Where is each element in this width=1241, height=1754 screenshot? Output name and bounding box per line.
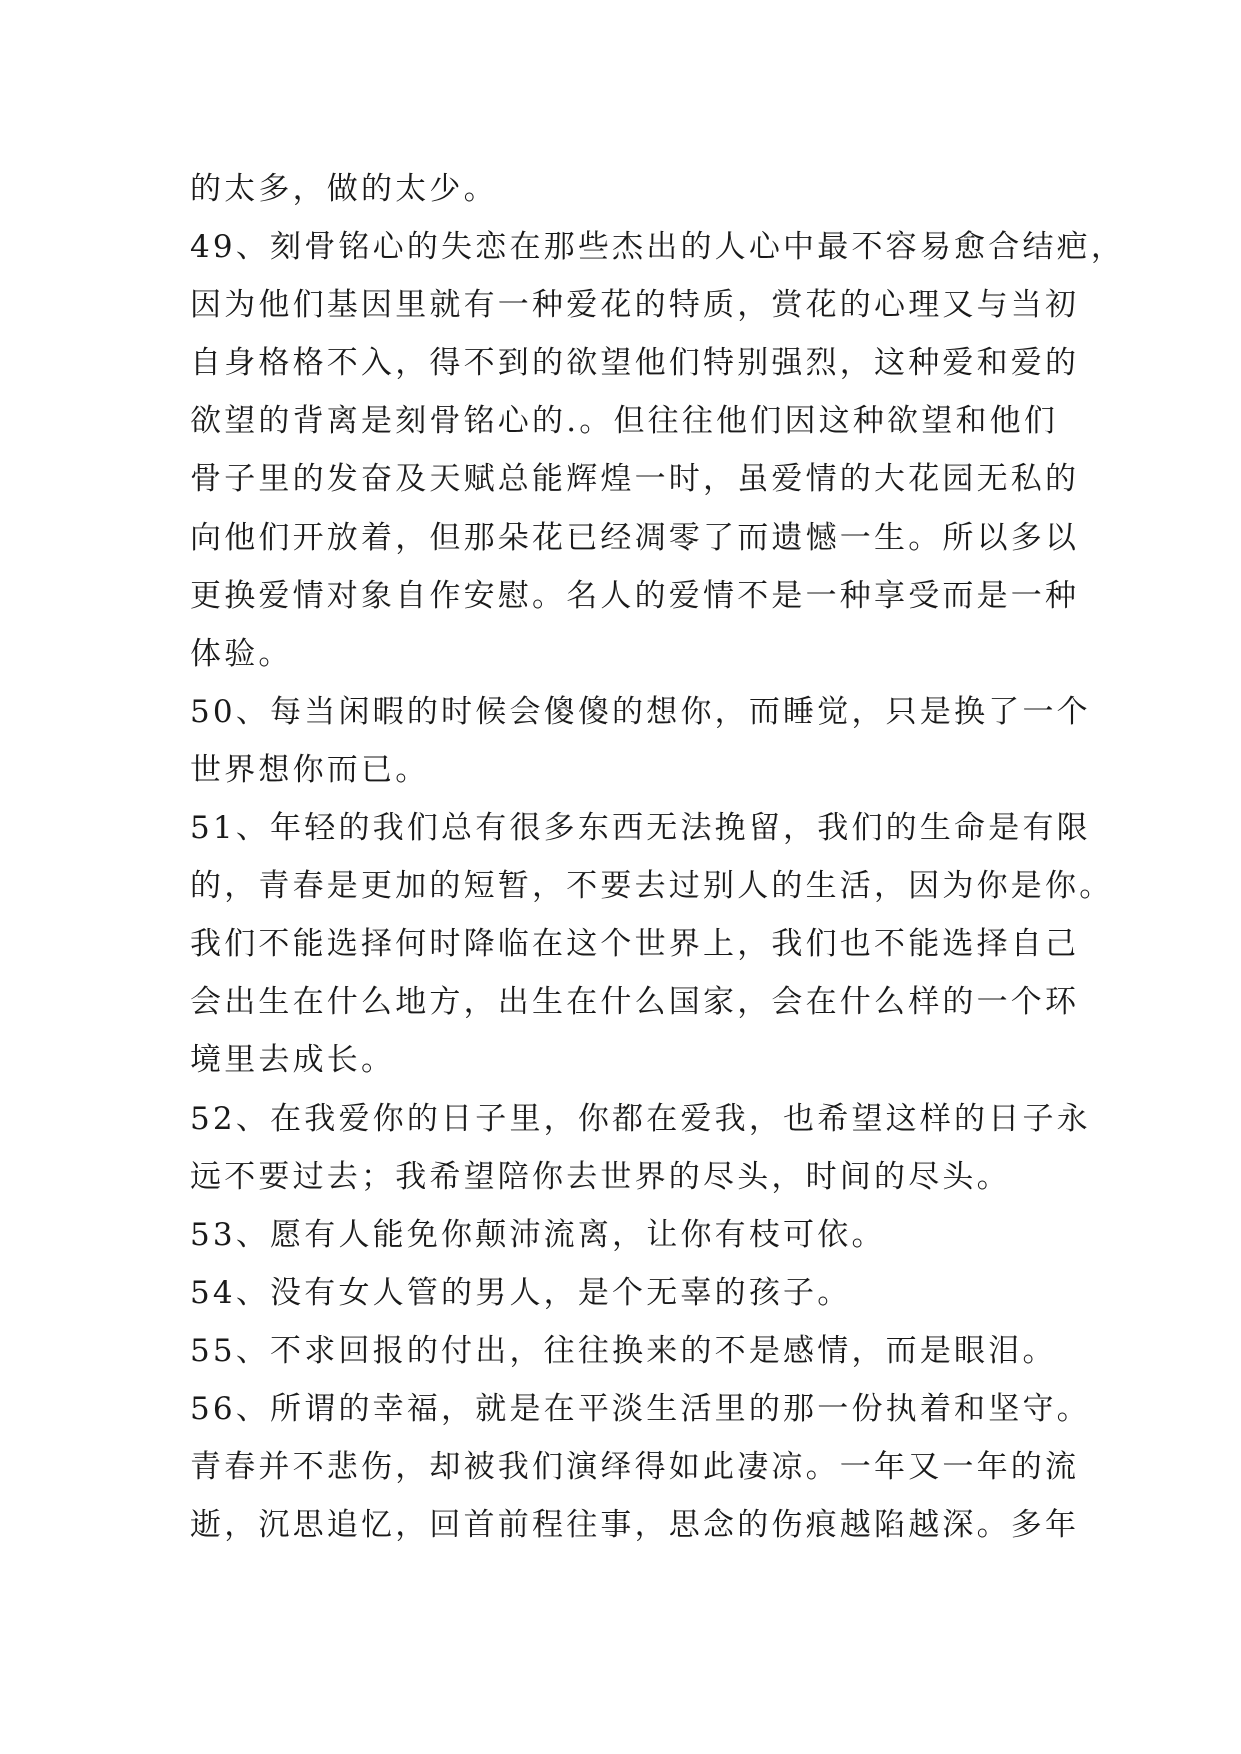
body-text	[190, 160, 1126, 1554]
text-line: 青春并不悲伤，却被我们演绎得如此凄凉。一年又一年的流	[190, 1449, 1080, 1486]
text-line: 53、愿有人能免你颠沛流离，让你有枝可依。	[190, 1216, 886, 1253]
text-line: 49、刻骨铭心的失恋在那些杰出的人心中最不容易愈合结疤，	[190, 229, 1126, 266]
text-line: 欲望的背离是刻骨铭心的.。但往往他们因这种欲望和他们	[190, 403, 1059, 440]
text-line: 51、年轻的我们总有很多东西无法挽留，我们的生命是有限	[190, 810, 1091, 847]
text-line: 逝，沉思追忆，回首前程往事，思念的伤痕越陷越深。多年	[190, 1507, 1080, 1544]
text-line: 的，青春是更加的短暂，不要去过别人的生活，因为你是你。	[190, 868, 1114, 905]
text-line: 会出生在什么地方，出生在什么国家，会在什么样的一个环	[190, 984, 1080, 1021]
text-line: 的太多，做的太少。	[190, 171, 498, 207]
text-line: 54、没有女人管的男人，是个无辜的孩子。	[190, 1274, 852, 1311]
text-line: 向他们开放着，但那朵花已经凋零了而遗憾一生。所以多以	[190, 519, 1080, 556]
text-line: 骨子里的发奋及天赋总能辉煌一时，虽爱情的大花园无私的	[190, 461, 1080, 498]
text-line: 自身格格不入，得不到的欲望他们特别强烈，这种爱和爱的	[190, 345, 1080, 382]
text-line: 更换爱情对象自作安慰。名人的爱情不是一种享受而是一种	[190, 577, 1080, 614]
text-line: 我们不能选择何时降临在这个世界上，我们也不能选择自己	[190, 926, 1080, 963]
text-line: 境里去成长。	[190, 1042, 396, 1079]
text-line: 因为他们基因里就有一种爱花的特质，赏花的心理又与当初	[190, 287, 1080, 324]
text-line: 55、不求回报的付出，往往换来的不是感情，而是眼泪。	[190, 1332, 1057, 1369]
text-line: 世界想你而已。	[190, 751, 430, 788]
text-line: 50、每当闲暇的时候会傻傻的想你，而睡觉，只是换了一个	[190, 693, 1091, 730]
text-line: 52、在我爱你的日子里，你都在爱我，也希望这样的日子永	[190, 1100, 1091, 1137]
text-line: 远不要过去；我希望陪你去世界的尽头，时间的尽头。	[190, 1158, 1011, 1195]
text-line: 体验。	[190, 635, 293, 672]
text-line: 56、所谓的幸福，就是在平淡生活里的那一份执着和坚守。	[190, 1390, 1091, 1427]
